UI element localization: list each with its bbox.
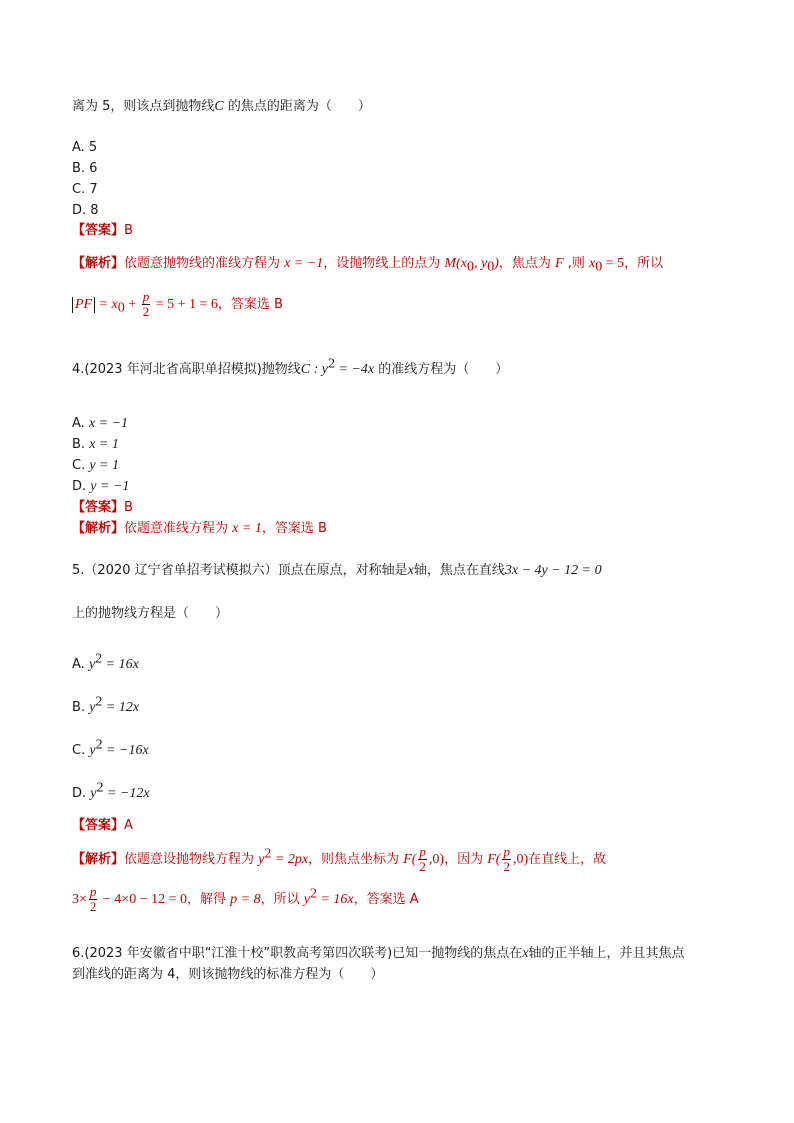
- q4-option-d: D. y = −1: [72, 479, 130, 494]
- fraction-p-over-2: $\frac{p}{2}$: [142, 289, 150, 319]
- q3-option-a: A. 5: [72, 140, 98, 155]
- q5-stem-line2: 上的抛物线方程是（ ）: [72, 606, 229, 621]
- q4-option-a: A. x = −1: [72, 416, 129, 431]
- q3-answer: 【答案】B: [72, 223, 133, 238]
- q3-option-d: D. 8: [72, 203, 99, 218]
- q5-option-c: C. $y^2 = -16x$: [72, 737, 149, 758]
- q3-analysis: 【解析】依题意抛物线的准线方程为 x = −1，设抛物线上的点为 $M(x_0$, $y_0$)，焦点为 F ,则 $x_0 = 5$，所以: [72, 256, 664, 275]
- q5-analysis-line2: 3× $\frac{p}{2}$ − 4×0 − 12 = 0，解得 p = 8，所以 $y^2 = 16x$，答案选 A: [72, 884, 419, 914]
- q5-option-d: D. $y^2 = -12x$: [72, 780, 150, 801]
- q3-option-b: B. 6: [72, 161, 98, 176]
- fraction-p-over-2: $\frac{p}{2}$: [89, 884, 97, 914]
- q3-stem: 离为 5，则该点到抛物线C 的焦点的距离为（ ）: [72, 99, 371, 114]
- q4-answer: 【答案】B: [72, 500, 133, 515]
- q5-answer: 【答案】A: [72, 818, 133, 833]
- q5-option-a: A. $y^2 = 16x$: [72, 651, 139, 672]
- q3-option-c: C. 7: [72, 182, 98, 197]
- q3-analysis-line2: PF = $x_0$ + $\frac{p}{2}$ = 5 + 1 = 6，答案选 B: [72, 290, 283, 319]
- q5-analysis: 【解析】依题意设抛物线方程为 $y^2 = 2px$，则焦点坐标为 F( $\frac{p}{2}$ ,0)，因为 F( $\frac{p}{2}$ ,0)在直线上，故: [72, 844, 607, 874]
- q4-stem: 4.(2023 年河北省高职单招模拟)抛物线C : $y^2 = -4x$ 的准线方程为（ ）: [72, 356, 509, 377]
- q6-stem: 6.(2023 年安徽省中职“江淮十校”职教高考第四次联考)已知一抛物线的焦点在x轴的正半轴上，并且其焦点: [72, 946, 685, 961]
- q5-stem: 5.（2020 辽宁省单招考试模拟六）顶点在原点，对称轴是x轴，焦点在直线3x − 4y − 12 = 0: [72, 563, 602, 578]
- q6-stem-line2: 到准线的距离为 4，则该抛物线的标准方程为（ ）: [72, 967, 384, 982]
- fraction-p-over-2: $\frac{p}{2}$: [503, 844, 510, 874]
- q4-option-b: B. x = 1: [72, 437, 119, 452]
- q4-analysis: 【解析】依题意准线方程为 x = 1，答案选 B: [72, 521, 327, 536]
- q4-option-c: C. y = 1: [72, 458, 120, 473]
- q5-option-b: B. $y^2 = 12x$: [72, 694, 140, 715]
- fraction-p-over-2: $\frac{p}{2}$: [419, 844, 426, 874]
